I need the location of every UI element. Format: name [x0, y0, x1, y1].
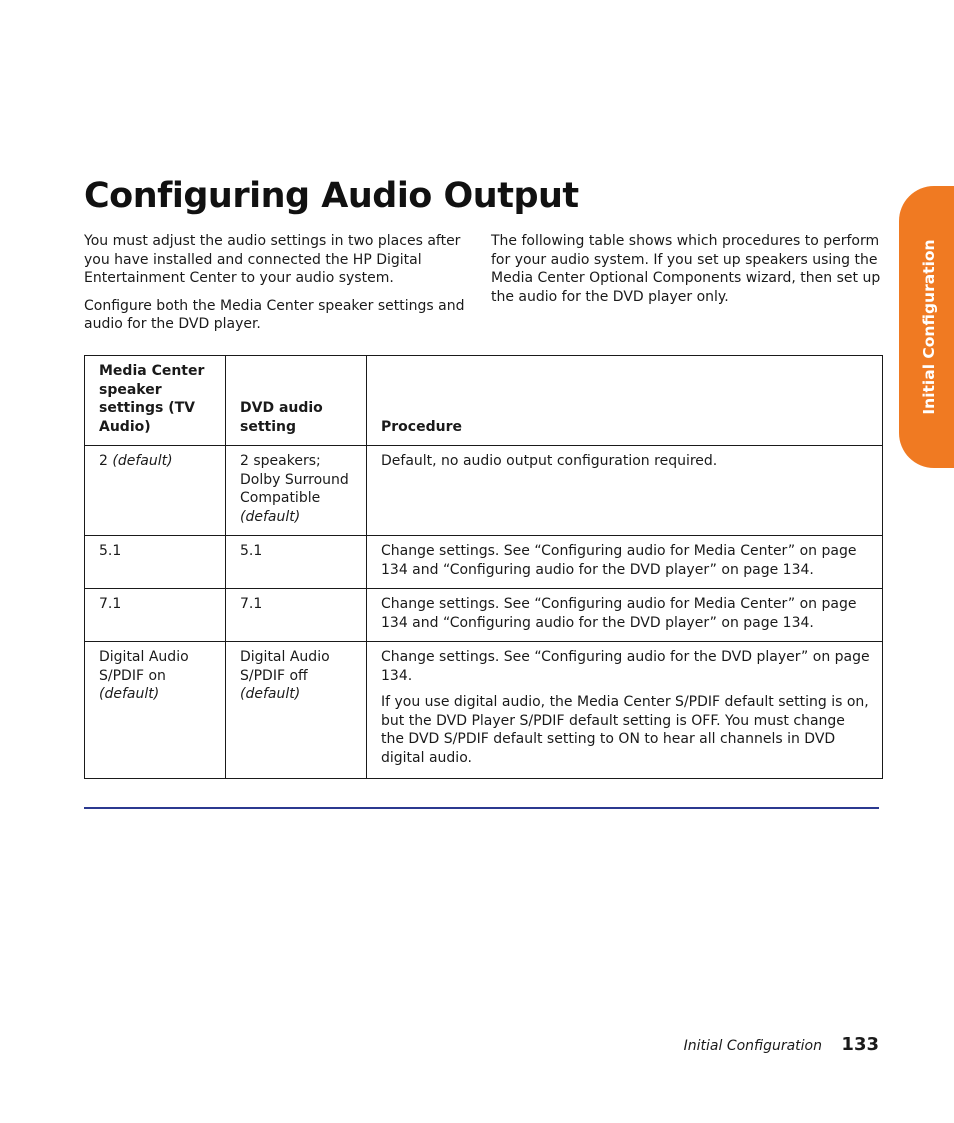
dvd-setting: Digital Audio S/PDIF off: [240, 649, 330, 684]
section-tab-label: Initial Configuration: [920, 239, 938, 415]
dvd-setting: 5.1: [240, 543, 263, 559]
audio-procedure-table: [84, 355, 883, 779]
media-center-setting-cell: [85, 446, 226, 536]
procedure-text: Default, no audio output configuration required.: [381, 453, 718, 469]
procedure-cell: [367, 589, 883, 642]
intro-paragraph: You must adjust the audio settings in two places after you have installed and connected the HP Digital Entertainment Center to your audio system.: [84, 233, 461, 287]
procedure-cell: [367, 446, 883, 536]
procedure-text: Change settings. See “Configuring audio for Media Center” on page 134 and “Configuring audio for the DVD player” on page 134.: [381, 543, 857, 578]
dvd-setting-cell: [226, 446, 367, 536]
media-center-setting: 7.1: [99, 596, 122, 612]
table-row: [85, 446, 883, 536]
dvd-setting-cell: [226, 642, 367, 779]
procedure-cell: [367, 642, 883, 779]
dvd-setting-cell: [226, 589, 367, 642]
media-center-setting: 2: [99, 453, 108, 469]
intro-right-column: [491, 232, 881, 315]
intro-paragraph: The following table shows which procedures to perform for your audio system. If you set up speakers using the Media Center Optional Components wizard, then set up the audio for the DVD player only.: [491, 233, 881, 305]
procedure-text: Change settings. See “Configuring audio for Media Center” on page 134 and “Configuring audio for the DVD player” on page 134.: [381, 596, 857, 631]
media-center-setting-cell: [85, 536, 226, 589]
table-header-row: [85, 356, 883, 446]
default-note: (default): [240, 686, 301, 702]
media-center-setting: 5.1: [99, 543, 122, 559]
media-center-setting-cell: [85, 589, 226, 642]
dvd-setting-cell: [226, 536, 367, 589]
procedure-text: If you use digital audio, the Media Center S/PDIF default setting is on, but the DVD Player S/PDIF default setting is OFF. You must change the DVD S/PDIF default setting to ON to hear all channels in DVD digital audio.: [381, 694, 869, 766]
page-number: 133: [841, 1034, 879, 1055]
media-center-setting: Digital Audio S/PDIF on: [99, 649, 189, 684]
table-row: [85, 642, 883, 779]
section-divider: [84, 807, 879, 809]
default-note: (default): [112, 453, 173, 469]
intro-left-column: [84, 232, 476, 343]
table-row: [85, 589, 883, 642]
media-center-setting-cell: [85, 642, 226, 779]
page-title: Configuring Audio Output: [84, 176, 579, 216]
footer-section-name: Initial Configuration: [683, 1038, 822, 1054]
default-note: (default): [99, 686, 160, 702]
header-procedure: Procedure: [367, 356, 883, 446]
procedure-text: Change settings. See “Configuring audio for the DVD player” on page 134.: [381, 649, 870, 684]
default-note: (default): [240, 508, 301, 525]
table-row: [85, 536, 883, 589]
header-media-center-settings: Media Center speaker settings (TV Audio): [85, 356, 226, 446]
dvd-setting: 2 speakers; Dolby Surround Compatible: [240, 453, 349, 506]
procedure-cell: [367, 536, 883, 589]
dvd-setting: 7.1: [240, 596, 263, 612]
header-dvd-audio-setting: DVD audio setting: [226, 356, 367, 446]
intro-paragraph: Configure both the Media Center speaker settings and audio for the DVD player.: [84, 297, 465, 333]
